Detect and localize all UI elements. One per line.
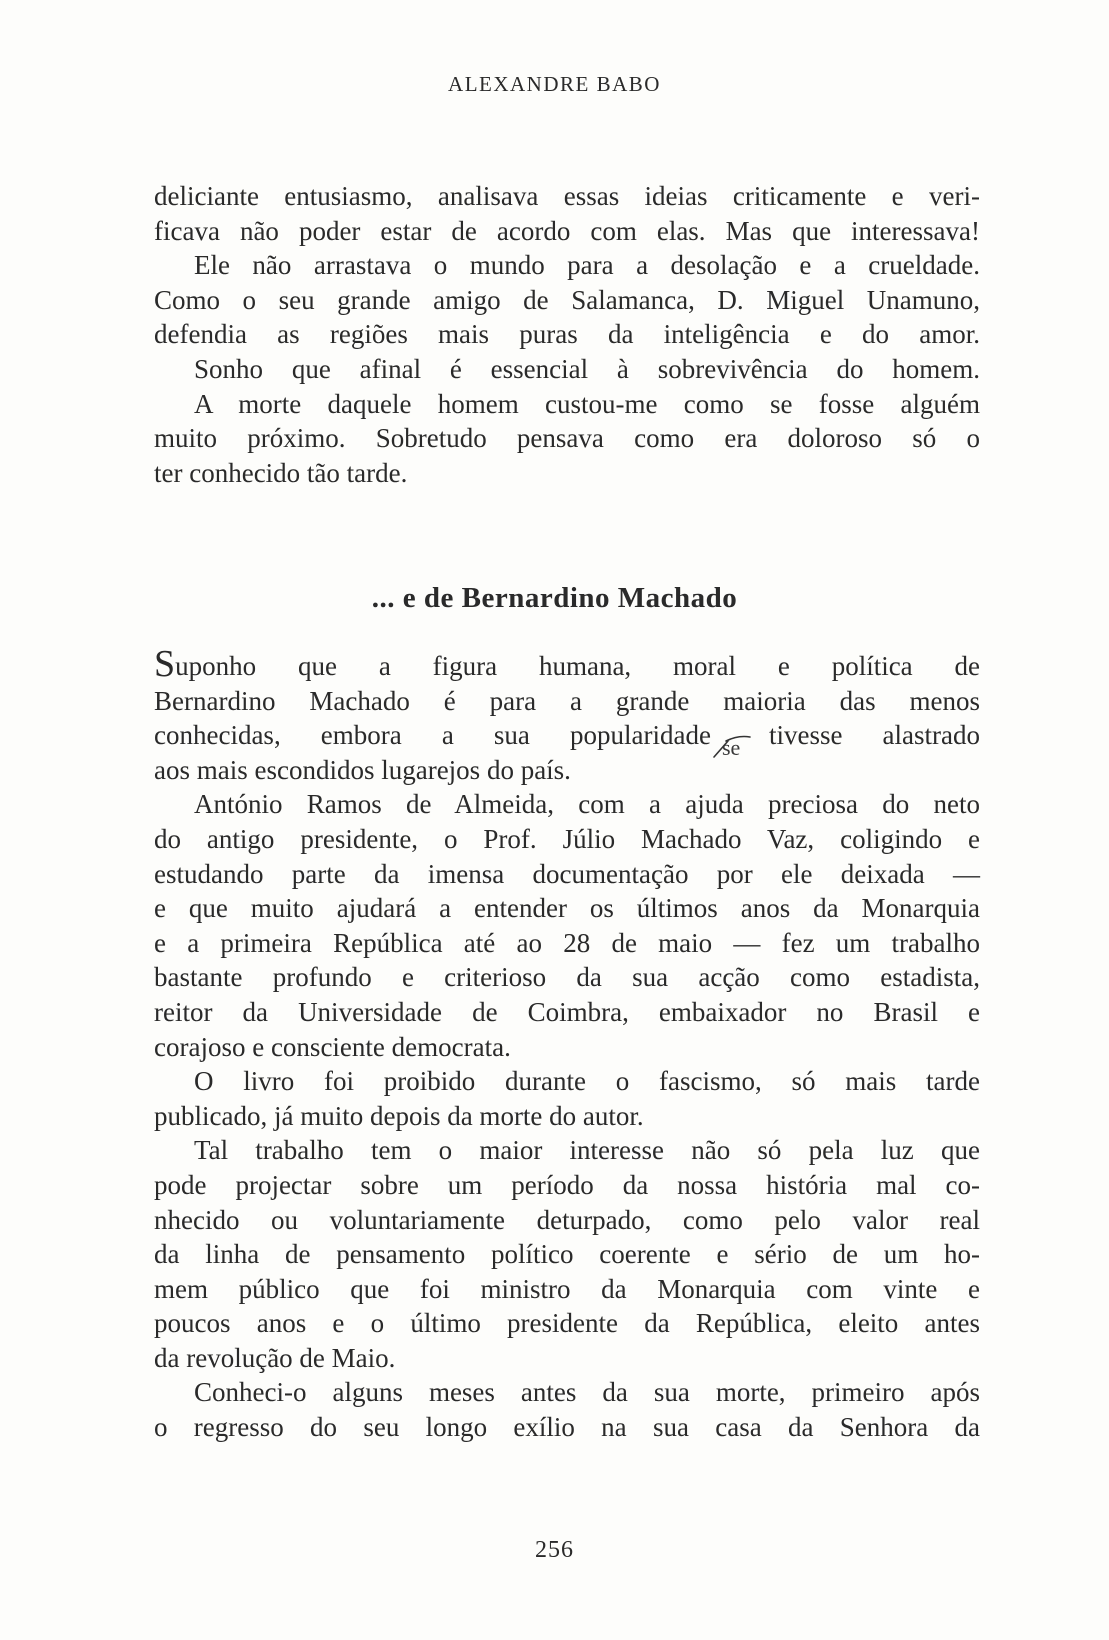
text-line: mem público que foi ministro da Monarquia com vinte e <box>154 1273 980 1304</box>
text-block-continuation <box>154 179 980 490</box>
paragraph-antonio-ramos <box>154 787 980 1064</box>
text-line: deliciante entusiasmo, analisava essas ideias criticamente e veri- <box>154 181 980 211</box>
drop-letter: S <box>154 643 176 685</box>
text-line: estudando parte da imensa documentação por ele deixada — <box>154 858 980 889</box>
text-line: António Ramos de Almeida, com a ajuda preciosa do neto <box>194 789 980 820</box>
text-line: Sonho que afinal é essencial à sobrevivência do homem. <box>194 353 980 384</box>
text-line: O livro foi proibido durante o fascismo, só mais tarde <box>194 1066 980 1097</box>
text-line: publicado, já muito depois da morte do autor. <box>154 1100 644 1131</box>
text-line: nhecido ou voluntariamente deturpado, como pelo valor real <box>154 1204 980 1235</box>
text-line: e a primeira República até ao 28 de maio — fez um trabalho <box>154 927 980 958</box>
text-line: defendia as regiões mais puras da inteligência e do amor. <box>154 319 980 350</box>
text-line: da linha de pensamento político coerente e sério de um ho- <box>154 1239 980 1270</box>
text-line: aos mais escondidos lugarejos do país. <box>154 754 571 785</box>
text-line: poucos anos e o último presidente da República, eleito antes <box>154 1308 980 1339</box>
text-line: Bernardino Machado é para a grande maioria das menos <box>154 685 980 716</box>
text-line: e que muito ajudará a entender os últimos anos da Monarquia <box>154 893 980 924</box>
handwritten-correction-mark <box>712 733 752 759</box>
text-line: pode projectar sobre um período da nossa história mal co- <box>154 1169 980 1200</box>
line-start: conhecidas, embora a sua popularidade <box>154 720 711 751</box>
struck-word: se <box>722 735 741 759</box>
text-line: reitor da Universidade de Coimbra, embaixador no Brasil e <box>154 996 980 1027</box>
text-line: muito próximo. Sobretudo pensava como era doloroso só o <box>154 423 980 454</box>
section-heading: ... e de Bernardino Machado <box>371 582 738 614</box>
text-line: Tal trabalho tem o maior interesse não só pela luz que <box>194 1135 980 1166</box>
text-line: da revolução de Maio. <box>154 1342 396 1373</box>
paragraph-book-banned <box>154 1064 980 1133</box>
text-line: Conheci-o alguns meses antes da sua morte, primeiro após <box>194 1377 980 1408</box>
text-line-first <box>154 643 980 685</box>
text-block-main <box>154 643 980 1445</box>
text-line: do antigo presidente, o Prof. Júlio Machado Vaz, coligindo e <box>154 823 980 854</box>
page-number: 256 <box>535 1537 574 1563</box>
running-head: ALEXANDRE BABO <box>448 72 661 96</box>
text-line: corajoso e consciente democrata. <box>154 1031 511 1062</box>
paragraph-death <box>154 387 980 491</box>
first-line-text: uponho que a figura humana, moral e política de <box>175 651 980 681</box>
paragraph-work-interest <box>154 1133 980 1375</box>
text-line-with-correction <box>154 718 980 753</box>
text-line: ter conhecido tão tarde. <box>154 457 408 488</box>
text-line: A morte daquele homem custou-me como se fosse alguém <box>194 388 980 419</box>
text-line: Ele não arrastava o mundo para a desolação e a crueldade. <box>194 250 980 281</box>
paragraph-continuation <box>154 179 980 387</box>
text-line: Como o seu grande amigo de Salamanca, D. Miguel Unamuno, <box>154 284 980 315</box>
paragraph-opening <box>154 643 980 787</box>
line-end: tivesse alastrado <box>768 720 980 751</box>
paragraph-meeting <box>154 1375 980 1444</box>
text-line: o regresso do seu longo exílio na sua casa da Senhora da <box>154 1412 980 1443</box>
text-line: ficava não poder estar de acordo com elas. Mas que interessava! <box>154 215 980 246</box>
text-line: bastante profundo e criterioso da sua acção como estadista, <box>154 962 980 993</box>
